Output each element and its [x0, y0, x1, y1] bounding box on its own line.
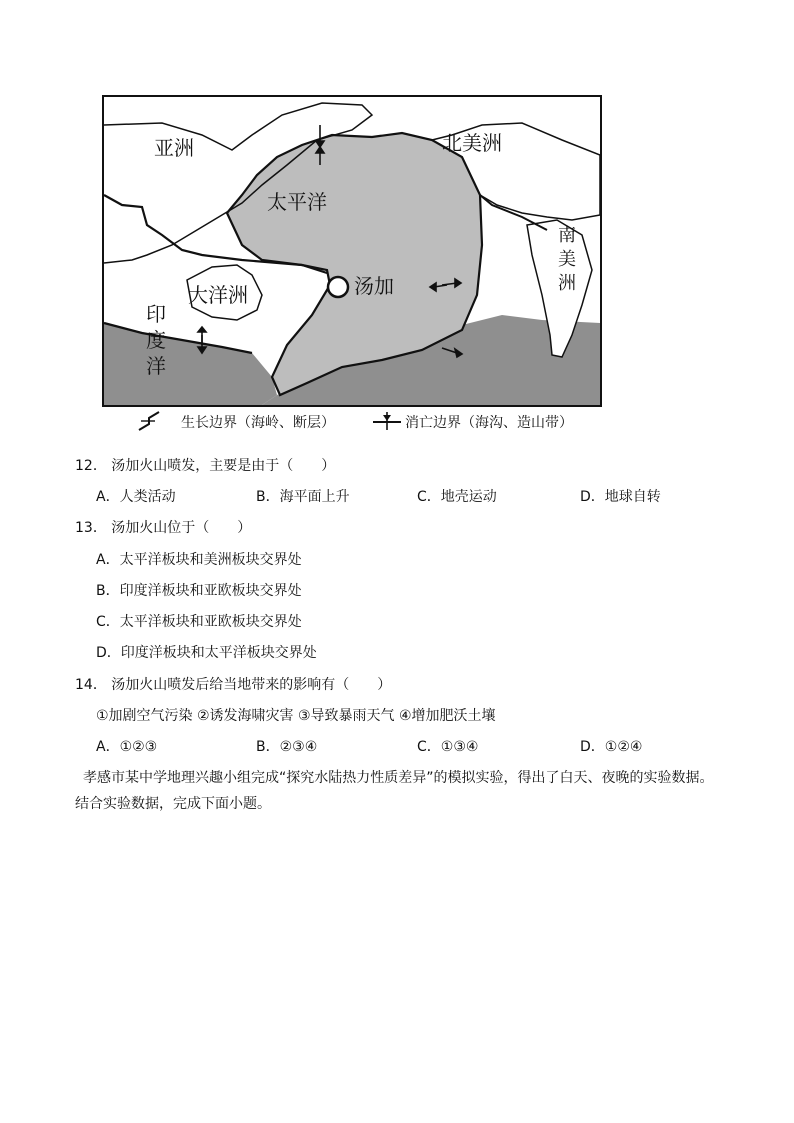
option-12-b[interactable]: B．海平面上升	[256, 489, 350, 505]
label-north-america: 北美洲	[442, 131, 502, 155]
option-13-a[interactable]: A．太平洋板块和美洲板块交界处	[96, 552, 302, 568]
growth-boundary-icon	[137, 410, 177, 432]
label-asia: 亚洲	[154, 136, 194, 160]
question-stem: 汤加火山喷发后给当地带来的影响有（ ）	[111, 677, 392, 693]
option-13-c[interactable]: C．太平洋板块和亚欧板块交界处	[96, 614, 302, 630]
sa-char-2: 美	[558, 249, 576, 270]
question-number: 14．	[75, 677, 107, 693]
map-legend	[137, 410, 607, 434]
option-13-b[interactable]: B．印度洋板块和亚欧板块交界处	[96, 583, 302, 599]
option-12-d[interactable]: D．地球自转	[580, 489, 661, 505]
label-tonga: 汤加	[354, 274, 394, 298]
question-stem: 汤加火山位于（ ）	[111, 520, 252, 536]
option-13-d[interactable]: D．印度洋板块和太平洋板块交界处	[96, 645, 317, 661]
question-12	[75, 455, 335, 475]
io-char-2: 度	[146, 328, 166, 352]
legend-growth: 生长边界（海岭、断层）	[181, 415, 335, 431]
sa-char-3: 洲	[558, 273, 576, 294]
io-char-3: 洋	[146, 354, 166, 378]
question-14-items: ①加剧空气污染 ②诱发海啸灾害 ③导致暴雨天气 ④增加肥沃土壤	[96, 708, 496, 724]
intro-paragraph	[75, 765, 765, 817]
label-pacific: 太平洋	[267, 190, 327, 214]
option-12-c[interactable]: C．地壳运动	[417, 489, 497, 505]
label-oceania: 大洋洲	[188, 283, 248, 307]
question-number: 12．	[75, 458, 107, 474]
io-char-1: 印	[146, 302, 166, 326]
subduction-boundary-icon	[371, 410, 403, 432]
plate-boundary-map	[102, 95, 602, 407]
question-13	[75, 517, 251, 537]
option-14-b[interactable]: B．②③④	[256, 739, 318, 755]
question-stem: 汤加火山喷发，主要是由于（ ）	[111, 458, 336, 474]
legend-subduction: 消亡边界（海沟、造山带）	[405, 415, 573, 431]
option-14-d[interactable]: D．①②④	[580, 739, 643, 755]
option-12-a[interactable]: A．人类活动	[96, 489, 176, 505]
option-14-a[interactable]: A．①②③	[96, 739, 158, 755]
tonga-marker	[328, 277, 348, 297]
intro-line-2: 结合实验数据，完成下面小题。	[75, 796, 271, 812]
question-14	[75, 674, 391, 694]
intro-line-1: 孝感市某中学地理兴趣小组完成“探究水陆热力性质差异”的模拟实验，得出了白天、夜晚的实验数据。	[83, 770, 714, 786]
option-14-c[interactable]: C．①③④	[417, 739, 479, 755]
sa-char-1: 南	[558, 225, 576, 246]
question-number: 13．	[75, 520, 107, 536]
